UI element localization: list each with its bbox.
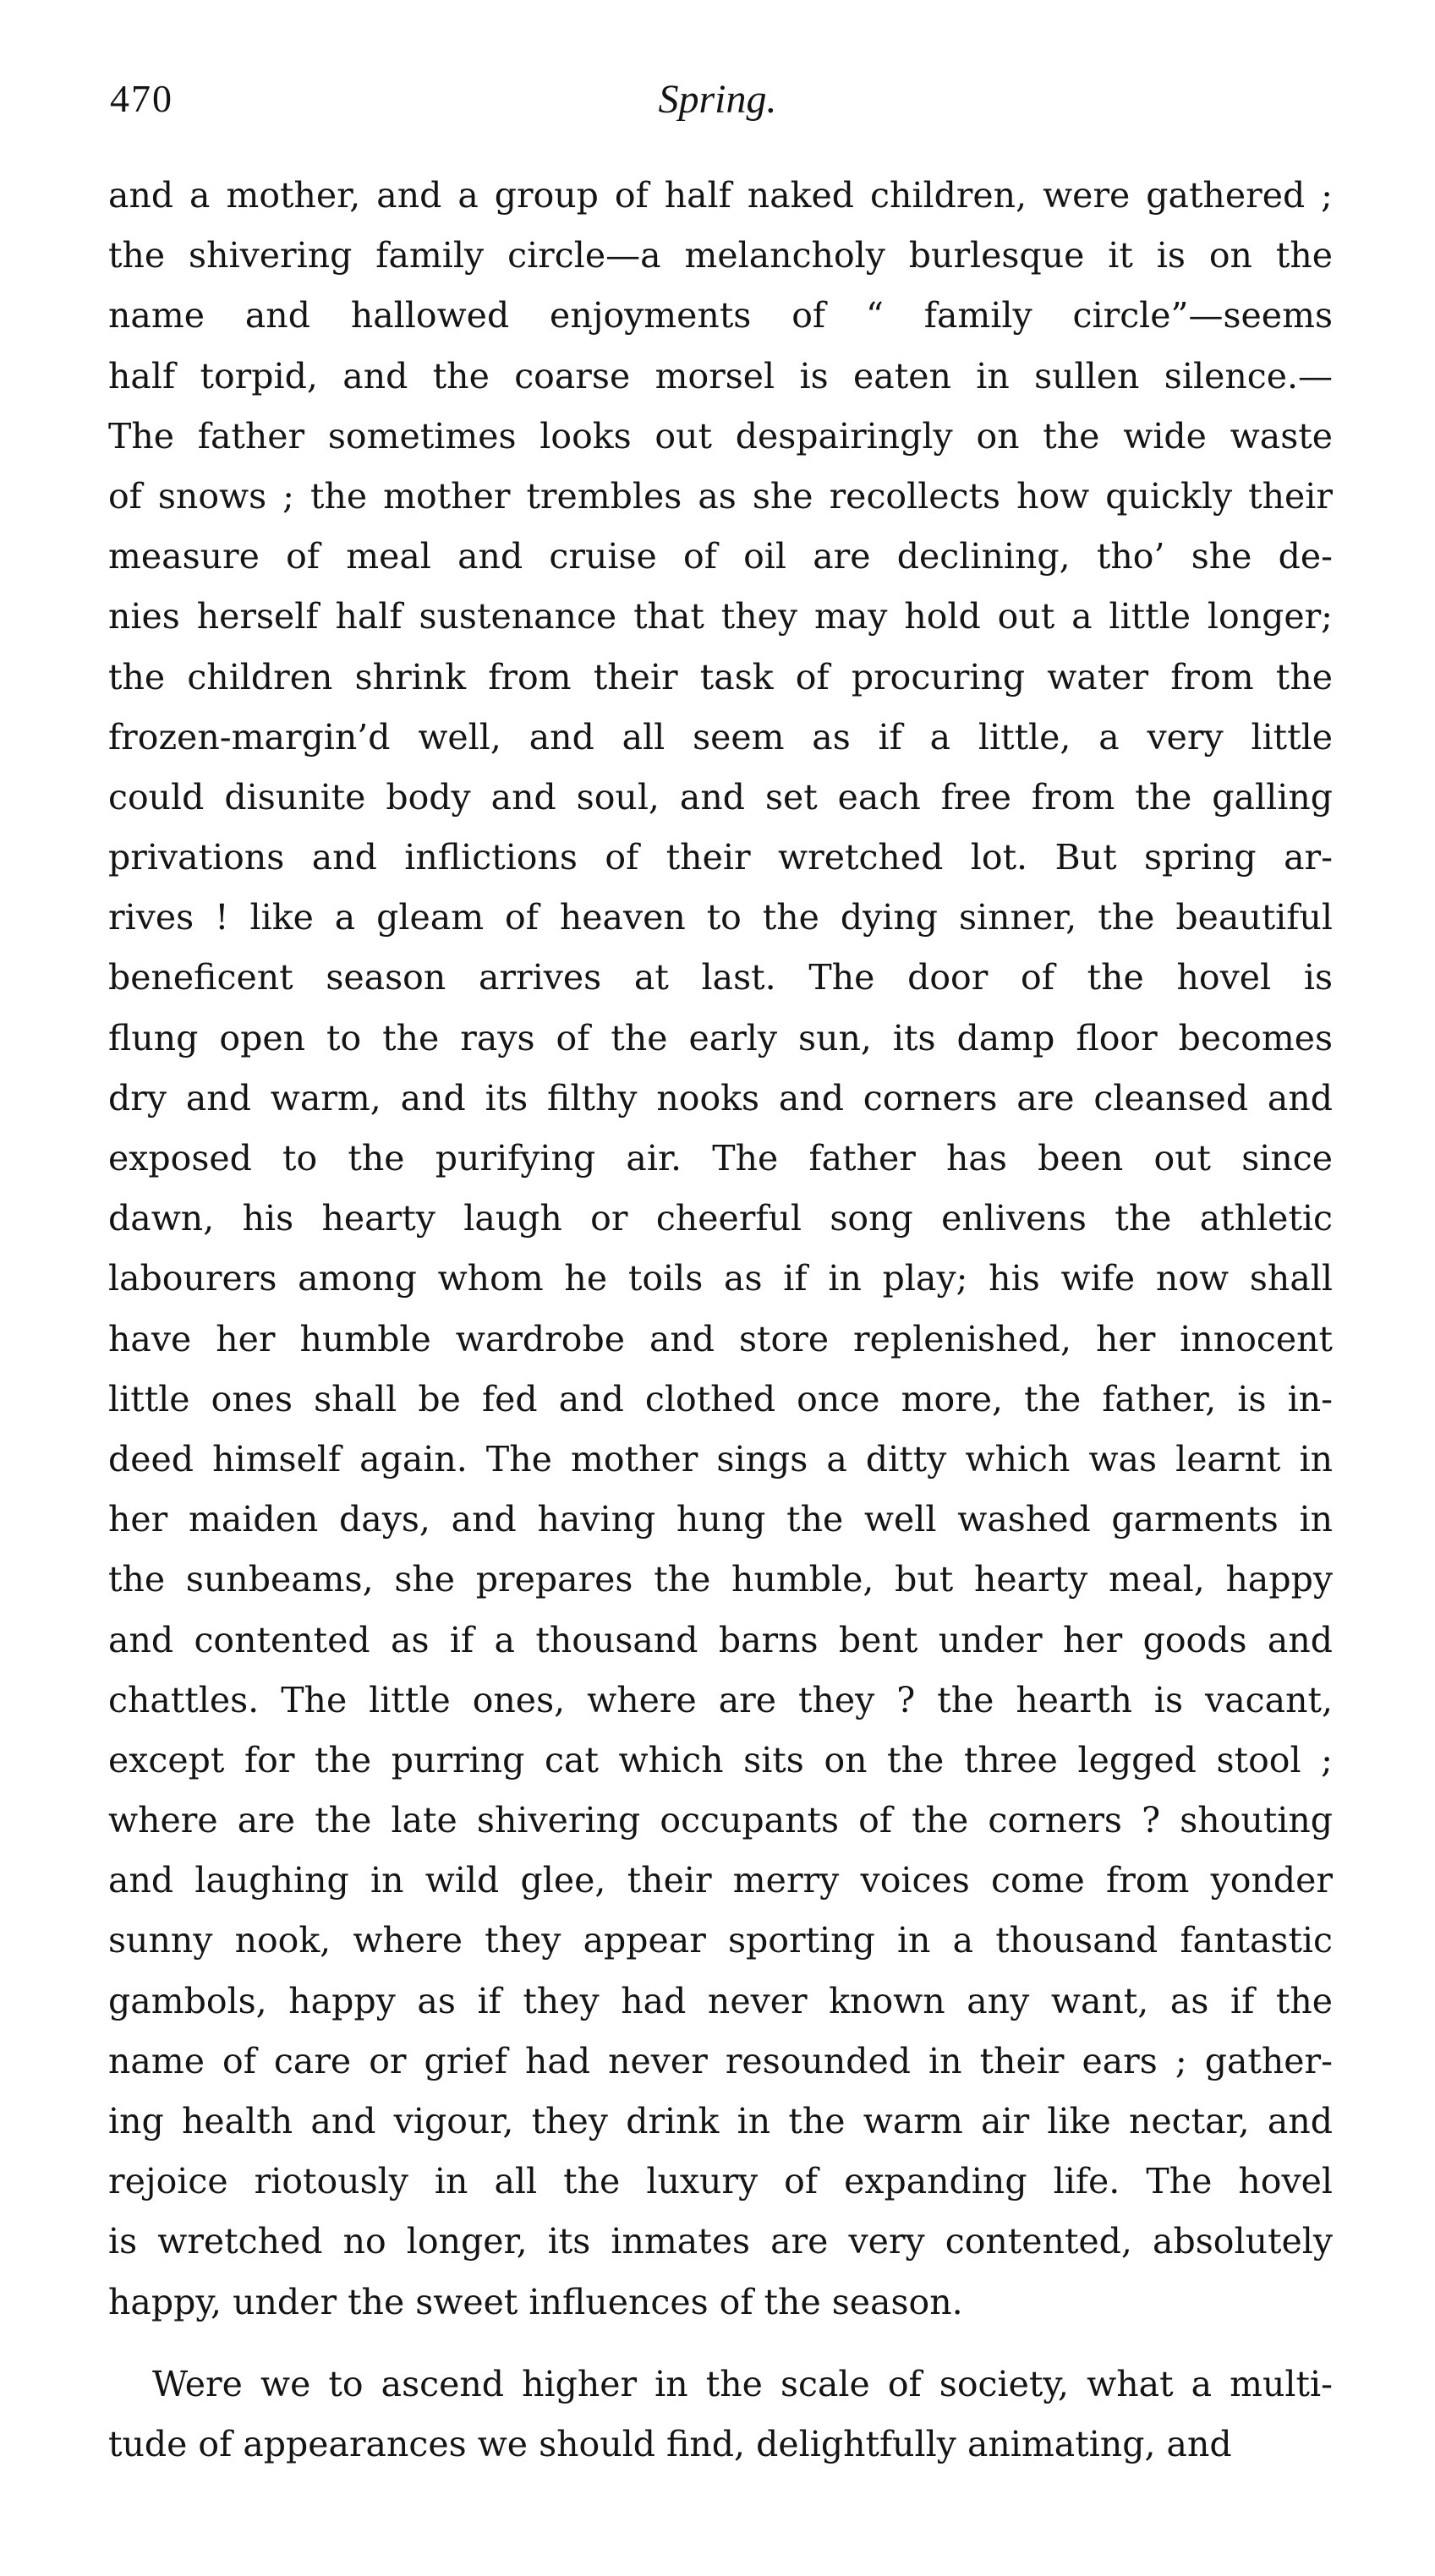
text-line: rives ! like a gleam of heaven to the dying sinner, the beautiful <box>108 897 1333 938</box>
text-line: ing health and vigour, they drink in the warm air like nectar, and <box>108 2101 1333 2141</box>
running-head: Spring. <box>658 77 777 122</box>
text-line: frozen-margin’d well, and all seem as if a little, a very little <box>108 716 1333 757</box>
text-line: little ones shall be fed and clothed once more, the father, is in- <box>108 1378 1333 1419</box>
body-text <box>108 166 1333 2475</box>
text-line: flung open to the rays of the early sun, its damp floor becomes <box>108 1017 1333 1058</box>
text-line: happy, under the sweet influences of the season. <box>108 2281 963 2322</box>
text-line: and laughing in wild glee, their merry voices come from yonder <box>108 1860 1333 1901</box>
text-line: dry and warm, and its filthy nooks and corners are cleansed and <box>108 1077 1333 1118</box>
text-line: chattles. The little ones, where are they ? the hearth is vacant, <box>108 1679 1333 1720</box>
text-line: The father sometimes looks out despairingly on the wide waste <box>108 415 1333 457</box>
text-line: sunny nook, where they appear sporting in a thousand fantastic <box>108 1920 1333 1961</box>
paragraph-gap <box>108 2333 1333 2354</box>
text-line: and a mother, and a group of half naked children, were gathered ; <box>108 175 1333 216</box>
text-line: is wretched no longer, its inmates are very contented, absolutely <box>108 2221 1333 2262</box>
text-line: and contented as if a thousand barns bent under her goods and <box>108 1619 1333 1660</box>
page-header <box>110 76 1325 135</box>
text-line: the children shrink from their task of procuring water from the <box>108 656 1333 697</box>
text-line: the shivering family circle—a melancholy burlesque it is on the <box>108 235 1333 276</box>
text-line: her maiden days, and having hung the well washed garments in <box>108 1499 1333 1540</box>
text-line: rejoice riotously in all the luxury of expanding life. The hovel <box>108 2161 1333 2202</box>
text-line: tude of appearances we should find, delightfully animating, and <box>108 2423 1232 2464</box>
text-line: name and hallowed enjoyments of “ family circle”—seems <box>108 295 1333 336</box>
text-line: dawn, his hearty laugh or cheerful song enlivens the athletic <box>108 1198 1333 1239</box>
text-line: have her humble wardrobe and store replenished, her innocent <box>108 1318 1333 1359</box>
text-line: gambols, happy as if they had never known any want, as if the <box>108 1980 1333 2021</box>
text-line: could disunite body and soul, and set each free from the galling <box>108 776 1333 818</box>
paragraph-container <box>108 166 1333 2475</box>
text-line: of snows ; the mother trembles as she recollects how quickly their <box>108 475 1333 517</box>
text-line: where are the late shivering occupants of the corners ? shouting <box>108 1800 1333 1841</box>
text-line: name of care or grief had never resounded in their ears ; gather- <box>108 2040 1333 2081</box>
text-line: half torpid, and the coarse morsel is eaten in sullen silence.— <box>108 355 1333 397</box>
text-line: the sunbeams, she prepares the humble, but hearty meal, happy <box>108 1559 1333 1600</box>
text-line: exposed to the purifying air. The father has been out since <box>108 1138 1333 1179</box>
text-line: privations and inflictions of their wretched lot. But spring ar- <box>108 837 1333 878</box>
text-line: except for the purring cat which sits on the three legged stool ; <box>108 1739 1333 1780</box>
text-line: beneficent season arrives at last. The door of the hovel is <box>108 957 1333 998</box>
paragraph <box>108 2354 1333 2475</box>
text-line: nies herself half sustenance that they may hold out a little longer; <box>108 596 1333 637</box>
text-line: deed himself again. The mother sings a ditty which was learnt in <box>108 1438 1333 1479</box>
paragraph <box>108 166 1333 2333</box>
page-number: 470 <box>110 77 173 120</box>
text-line: measure of meal and cruise of oil are declining, tho’ she de- <box>108 536 1333 577</box>
text-line: labourers among whom he toils as if in play; his wife now shall <box>108 1258 1333 1299</box>
text-line: Were we to ascend higher in the scale of society, what a multi- <box>152 2363 1333 2404</box>
